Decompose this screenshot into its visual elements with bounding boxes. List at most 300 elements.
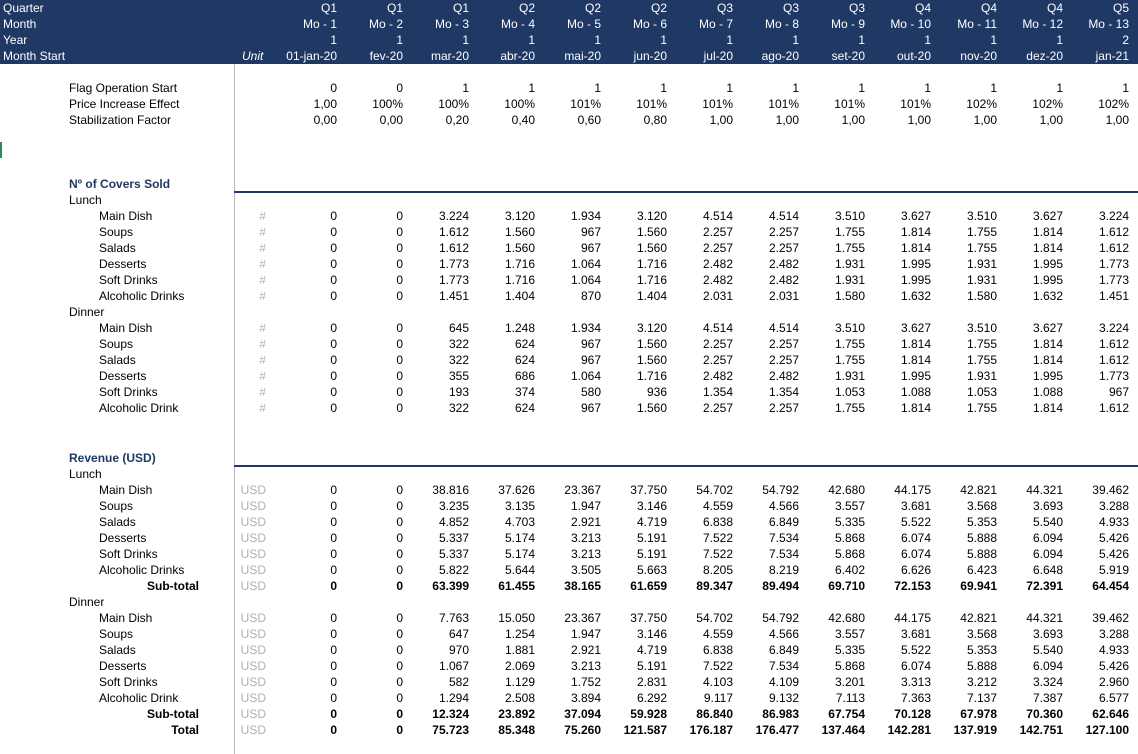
unit-cell[interactable]: USD bbox=[240, 547, 266, 561]
row-label[interactable]: Main Dish bbox=[99, 611, 153, 625]
value-cell[interactable]: 1.088 bbox=[1032, 385, 1063, 399]
value-cell[interactable]: 1.814 bbox=[1032, 337, 1063, 351]
value-cell[interactable]: 2.831 bbox=[636, 675, 667, 689]
value-cell[interactable]: 1 bbox=[1056, 81, 1063, 95]
value-cell[interactable]: 5.335 bbox=[834, 643, 865, 657]
value-cell[interactable]: 176.477 bbox=[755, 723, 799, 737]
unit-cell[interactable]: # bbox=[259, 369, 266, 383]
value-cell[interactable]: 0 bbox=[330, 483, 337, 497]
value-cell[interactable]: 1.612 bbox=[1098, 241, 1129, 255]
value-cell[interactable]: 1.814 bbox=[1032, 401, 1063, 415]
value-cell[interactable]: 2.482 bbox=[768, 273, 799, 287]
value-cell[interactable]: 100% bbox=[438, 97, 469, 111]
value-cell[interactable]: 1.814 bbox=[900, 241, 931, 255]
value-cell[interactable]: 1.755 bbox=[834, 337, 865, 351]
value-cell[interactable]: 3.505 bbox=[570, 563, 601, 577]
value-cell[interactable]: 37.750 bbox=[630, 483, 667, 497]
value-cell[interactable]: 6.074 bbox=[900, 547, 931, 561]
value-cell[interactable]: 101% bbox=[570, 97, 601, 111]
row-label[interactable]: Sub-total bbox=[147, 579, 199, 593]
value-cell[interactable]: 1.064 bbox=[570, 273, 601, 287]
unit-cell[interactable]: USD bbox=[240, 675, 266, 689]
value-cell[interactable]: 6.094 bbox=[1032, 659, 1063, 673]
value-cell[interactable]: 322 bbox=[448, 337, 469, 351]
value-cell[interactable]: 4.933 bbox=[1098, 515, 1129, 529]
value-cell[interactable]: 3.288 bbox=[1098, 499, 1129, 513]
value-cell[interactable]: 37.626 bbox=[498, 483, 535, 497]
value-cell[interactable]: 1.580 bbox=[834, 289, 865, 303]
value-cell[interactable]: 44.175 bbox=[894, 611, 931, 625]
unit-cell[interactable]: # bbox=[259, 337, 266, 351]
header-cell[interactable]: ago-20 bbox=[761, 49, 799, 63]
value-cell[interactable]: 3.213 bbox=[570, 547, 601, 561]
value-cell[interactable]: 1.931 bbox=[966, 273, 997, 287]
value-cell[interactable]: 0 bbox=[396, 483, 403, 497]
value-cell[interactable]: 1.129 bbox=[504, 675, 535, 689]
value-cell[interactable]: 0,20 bbox=[445, 113, 469, 127]
value-cell[interactable]: 44.175 bbox=[894, 483, 931, 497]
value-cell[interactable]: 2.960 bbox=[1098, 675, 1129, 689]
header-cell[interactable]: Q4 bbox=[1046, 1, 1063, 15]
header-cell[interactable]: Mo - 10 bbox=[890, 17, 931, 31]
value-cell[interactable]: 0 bbox=[330, 643, 337, 657]
header-cell[interactable]: set-20 bbox=[831, 49, 865, 63]
value-cell[interactable]: 6.849 bbox=[768, 643, 799, 657]
value-cell[interactable]: 1.580 bbox=[966, 289, 997, 303]
header-cell[interactable]: jan-21 bbox=[1095, 49, 1129, 63]
header-cell[interactable]: Mo - 13 bbox=[1088, 17, 1129, 31]
value-cell[interactable]: 5.868 bbox=[834, 659, 865, 673]
value-cell[interactable]: 1.995 bbox=[1032, 257, 1063, 271]
value-cell[interactable]: 4.514 bbox=[768, 321, 799, 335]
value-cell[interactable]: 0 bbox=[396, 289, 403, 303]
value-cell[interactable]: 38.165 bbox=[564, 579, 601, 593]
value-cell[interactable]: 0 bbox=[330, 659, 337, 673]
value-cell[interactable]: 15.050 bbox=[498, 611, 535, 625]
value-cell[interactable]: 39.462 bbox=[1092, 483, 1129, 497]
value-cell[interactable]: 7.387 bbox=[1032, 691, 1063, 705]
unit-cell[interactable]: USD bbox=[240, 563, 266, 577]
value-cell[interactable]: 102% bbox=[966, 97, 997, 111]
value-cell[interactable]: 7.113 bbox=[835, 691, 865, 705]
header-cell[interactable]: Q2 bbox=[650, 1, 667, 15]
unit-cell[interactable]: # bbox=[259, 273, 266, 287]
value-cell[interactable]: 1.931 bbox=[834, 369, 865, 383]
value-cell[interactable]: 0,00 bbox=[313, 113, 337, 127]
unit-cell[interactable]: # bbox=[259, 401, 266, 415]
value-cell[interactable]: 1,00 bbox=[973, 113, 997, 127]
value-cell[interactable]: 7.363 bbox=[900, 691, 931, 705]
value-cell[interactable]: 5.174 bbox=[504, 547, 535, 561]
value-cell[interactable]: 4.933 bbox=[1098, 643, 1129, 657]
row-label[interactable]: Sub-total bbox=[147, 707, 199, 721]
value-cell[interactable]: 101% bbox=[900, 97, 931, 111]
header-cell[interactable]: Q5 bbox=[1112, 1, 1129, 15]
value-cell[interactable]: 1.934 bbox=[570, 209, 601, 223]
value-cell[interactable]: 374 bbox=[514, 385, 535, 399]
value-cell[interactable]: 42.821 bbox=[960, 483, 997, 497]
value-cell[interactable]: 1.755 bbox=[966, 337, 997, 351]
value-cell[interactable]: 3.557 bbox=[834, 499, 865, 513]
value-cell[interactable]: 1,00 bbox=[1039, 113, 1063, 127]
value-cell[interactable]: 0 bbox=[330, 385, 337, 399]
header-cell[interactable]: Q1 bbox=[320, 1, 337, 15]
value-cell[interactable]: 5.426 bbox=[1098, 659, 1129, 673]
value-cell[interactable]: 1.931 bbox=[966, 369, 997, 383]
header-cell[interactable]: nov-20 bbox=[960, 49, 997, 63]
row-label[interactable]: Desserts bbox=[99, 531, 147, 545]
row-label[interactable]: Stabilization Factor bbox=[69, 113, 172, 127]
value-cell[interactable]: 2.257 bbox=[768, 225, 799, 239]
value-cell[interactable]: 5.822 bbox=[438, 563, 469, 577]
row-label[interactable]: Soft Drinks bbox=[99, 273, 158, 287]
value-cell[interactable]: 72.391 bbox=[1026, 579, 1063, 593]
value-cell[interactable]: 1.451 bbox=[1098, 289, 1129, 303]
value-cell[interactable]: 3.557 bbox=[834, 627, 865, 641]
value-cell[interactable]: 1.814 bbox=[1032, 241, 1063, 255]
header-cell[interactable]: out-20 bbox=[896, 49, 931, 63]
value-cell[interactable]: 0 bbox=[396, 723, 403, 737]
value-cell[interactable]: 3.693 bbox=[1032, 499, 1063, 513]
value-cell[interactable]: 1.560 bbox=[636, 353, 667, 367]
value-cell[interactable]: 1.947 bbox=[570, 627, 601, 641]
value-cell[interactable]: 1.064 bbox=[570, 257, 601, 271]
value-cell[interactable]: 101% bbox=[636, 97, 667, 111]
value-cell[interactable]: 4.559 bbox=[702, 627, 733, 641]
value-cell[interactable]: 0 bbox=[330, 337, 337, 351]
value-cell[interactable]: 1.752 bbox=[570, 675, 601, 689]
value-cell[interactable]: 3.568 bbox=[966, 499, 997, 513]
value-cell[interactable]: 67.754 bbox=[828, 707, 865, 721]
value-cell[interactable]: 3.120 bbox=[636, 321, 667, 335]
value-cell[interactable]: 0 bbox=[396, 547, 403, 561]
value-cell[interactable]: 3.235 bbox=[438, 499, 469, 513]
value-cell[interactable]: 102% bbox=[1098, 97, 1129, 111]
value-cell[interactable]: 2.921 bbox=[570, 643, 601, 657]
value-cell[interactable]: 967 bbox=[1108, 385, 1129, 399]
value-cell[interactable]: 0 bbox=[330, 289, 337, 303]
row-label[interactable]: Main Dish bbox=[99, 209, 153, 223]
value-cell[interactable]: 7.534 bbox=[768, 531, 799, 545]
row-label[interactable]: Soups bbox=[99, 225, 134, 239]
value-cell[interactable]: 0 bbox=[396, 225, 403, 239]
value-cell[interactable]: 69.710 bbox=[828, 579, 865, 593]
header-cell[interactable]: 1 bbox=[726, 33, 733, 47]
value-cell[interactable]: 54.792 bbox=[762, 611, 799, 625]
value-cell[interactable]: 3.510 bbox=[834, 209, 865, 223]
value-cell[interactable]: 23.367 bbox=[564, 483, 601, 497]
value-cell[interactable]: 1.814 bbox=[900, 337, 931, 351]
header-cell[interactable]: Mo - 1 bbox=[302, 17, 337, 31]
value-cell[interactable]: 0 bbox=[330, 209, 337, 223]
value-cell[interactable]: 1.716 bbox=[636, 257, 667, 271]
value-cell[interactable]: 1.716 bbox=[636, 369, 667, 383]
value-cell[interactable]: 5.868 bbox=[834, 547, 865, 561]
value-cell[interactable]: 1.755 bbox=[966, 401, 997, 415]
value-cell[interactable]: 3.627 bbox=[900, 321, 931, 335]
value-cell[interactable]: 0 bbox=[330, 627, 337, 641]
value-cell[interactable]: 0 bbox=[396, 337, 403, 351]
value-cell[interactable]: 645 bbox=[448, 321, 469, 335]
value-cell[interactable]: 1,00 bbox=[775, 113, 799, 127]
header-cell[interactable]: Mo - 3 bbox=[434, 17, 469, 31]
value-cell[interactable]: 624 bbox=[514, 353, 535, 367]
value-cell[interactable]: 0,40 bbox=[511, 113, 535, 127]
unit-cell[interactable]: # bbox=[259, 241, 266, 255]
value-cell[interactable]: 0 bbox=[396, 353, 403, 367]
value-cell[interactable]: 0 bbox=[396, 369, 403, 383]
value-cell[interactable]: 121.587 bbox=[623, 723, 667, 737]
value-cell[interactable]: 2.257 bbox=[768, 401, 799, 415]
value-cell[interactable]: 967 bbox=[580, 241, 601, 255]
value-cell[interactable]: 2.069 bbox=[504, 659, 535, 673]
value-cell[interactable]: 12.324 bbox=[432, 707, 469, 721]
value-cell[interactable]: 4.514 bbox=[702, 321, 733, 335]
value-cell[interactable]: 4.566 bbox=[768, 499, 799, 513]
value-cell[interactable]: 101% bbox=[834, 97, 865, 111]
header-cell[interactable]: 1 bbox=[330, 33, 337, 47]
value-cell[interactable]: 2.257 bbox=[702, 401, 733, 415]
value-cell[interactable]: 1,00 bbox=[1105, 113, 1129, 127]
value-cell[interactable]: 5.540 bbox=[1032, 643, 1063, 657]
value-cell[interactable]: 3.146 bbox=[636, 499, 667, 513]
value-cell[interactable]: 6.094 bbox=[1032, 531, 1063, 545]
unit-cell[interactable]: USD bbox=[240, 499, 266, 513]
value-cell[interactable]: 7.522 bbox=[702, 531, 733, 545]
value-cell[interactable]: 7.137 bbox=[966, 691, 997, 705]
value-cell[interactable]: 5.353 bbox=[966, 515, 997, 529]
value-cell[interactable]: 1.995 bbox=[900, 273, 931, 287]
row-label[interactable]: Price Increase Effect bbox=[69, 97, 180, 111]
value-cell[interactable]: 7.534 bbox=[768, 547, 799, 561]
value-cell[interactable]: 3.224 bbox=[1098, 321, 1129, 335]
value-cell[interactable]: 6.838 bbox=[702, 515, 733, 529]
value-cell[interactable]: 0,00 bbox=[379, 113, 403, 127]
value-cell[interactable]: 0,80 bbox=[643, 113, 667, 127]
value-cell[interactable]: 1.947 bbox=[570, 499, 601, 513]
value-cell[interactable]: 7.522 bbox=[702, 547, 733, 561]
value-cell[interactable]: 5.426 bbox=[1098, 547, 1129, 561]
value-cell[interactable]: 582 bbox=[448, 675, 469, 689]
value-cell[interactable]: 2.257 bbox=[702, 225, 733, 239]
value-cell[interactable]: 1 bbox=[792, 81, 799, 95]
row-label[interactable]: Main Dish bbox=[99, 483, 153, 497]
value-cell[interactable]: 0 bbox=[330, 675, 337, 689]
header-cell[interactable]: Q1 bbox=[386, 1, 403, 15]
value-cell[interactable]: 1.755 bbox=[966, 353, 997, 367]
value-cell[interactable]: 42.680 bbox=[828, 483, 865, 497]
value-cell[interactable]: 3.510 bbox=[966, 321, 997, 335]
value-cell[interactable]: 6.648 bbox=[1032, 563, 1063, 577]
value-cell[interactable]: 2.482 bbox=[702, 273, 733, 287]
value-cell[interactable]: 0 bbox=[396, 675, 403, 689]
header-cell[interactable]: abr-20 bbox=[500, 49, 535, 63]
value-cell[interactable]: 4.719 bbox=[636, 643, 667, 657]
value-cell[interactable]: 1.995 bbox=[900, 257, 931, 271]
value-cell[interactable]: 2.257 bbox=[768, 337, 799, 351]
unit-cell[interactable]: USD bbox=[240, 579, 266, 593]
value-cell[interactable]: 2.257 bbox=[768, 241, 799, 255]
value-cell[interactable]: 7.522 bbox=[702, 659, 733, 673]
value-cell[interactable]: 0 bbox=[396, 321, 403, 335]
value-cell[interactable]: 1.814 bbox=[1032, 225, 1063, 239]
value-cell[interactable]: 6.074 bbox=[900, 531, 931, 545]
value-cell[interactable]: 69.941 bbox=[960, 579, 997, 593]
value-cell[interactable]: 3.324 bbox=[1032, 675, 1063, 689]
value-cell[interactable]: 0 bbox=[396, 515, 403, 529]
value-cell[interactable]: 3.213 bbox=[570, 531, 601, 545]
value-cell[interactable]: 3.288 bbox=[1098, 627, 1129, 641]
unit-cell[interactable]: USD bbox=[240, 707, 266, 721]
row-label[interactable]: Desserts bbox=[99, 257, 147, 271]
value-cell[interactable]: 1 bbox=[660, 81, 667, 95]
value-cell[interactable]: 5.888 bbox=[966, 659, 997, 673]
value-cell[interactable]: 5.353 bbox=[966, 643, 997, 657]
row-label[interactable]: Soft Drinks bbox=[99, 675, 158, 689]
value-cell[interactable]: 0 bbox=[396, 241, 403, 255]
value-cell[interactable]: 4.103 bbox=[702, 675, 733, 689]
header-cell[interactable]: 1 bbox=[660, 33, 667, 47]
value-cell[interactable]: 1.612 bbox=[1098, 353, 1129, 367]
value-cell[interactable]: 42.680 bbox=[828, 611, 865, 625]
value-cell[interactable]: 5.663 bbox=[636, 563, 667, 577]
value-cell[interactable]: 2.257 bbox=[702, 353, 733, 367]
value-cell[interactable]: 0 bbox=[396, 707, 403, 721]
value-cell[interactable]: 8.219 bbox=[768, 563, 799, 577]
header-row-label[interactable]: Month bbox=[3, 17, 37, 31]
value-cell[interactable]: 0 bbox=[330, 257, 337, 271]
value-cell[interactable]: 1.773 bbox=[1098, 257, 1129, 271]
value-cell[interactable]: 89.347 bbox=[696, 579, 733, 593]
value-cell[interactable]: 1.716 bbox=[636, 273, 667, 287]
value-cell[interactable]: 176.187 bbox=[689, 723, 733, 737]
header-cell[interactable]: Mo - 7 bbox=[698, 17, 733, 31]
value-cell[interactable]: 89.494 bbox=[762, 579, 799, 593]
value-cell[interactable]: 0 bbox=[330, 225, 337, 239]
value-cell[interactable]: 0 bbox=[396, 499, 403, 513]
row-label[interactable]: Soups bbox=[99, 499, 134, 513]
value-cell[interactable]: 0 bbox=[396, 385, 403, 399]
row-label[interactable]: Desserts bbox=[99, 659, 147, 673]
value-cell[interactable]: 5.337 bbox=[438, 547, 469, 561]
value-cell[interactable]: 137.919 bbox=[953, 723, 997, 737]
value-cell[interactable]: 5.426 bbox=[1098, 531, 1129, 545]
unit-cell[interactable]: USD bbox=[240, 611, 266, 625]
value-cell[interactable]: 6.423 bbox=[966, 563, 997, 577]
value-cell[interactable]: 6.292 bbox=[636, 691, 667, 705]
value-cell[interactable]: 1.773 bbox=[438, 273, 469, 287]
row-label[interactable]: Salads bbox=[99, 643, 136, 657]
value-cell[interactable]: 5.888 bbox=[966, 547, 997, 561]
value-cell[interactable]: 0 bbox=[396, 579, 403, 593]
value-cell[interactable]: 4.514 bbox=[702, 209, 733, 223]
value-cell[interactable]: 1.881 bbox=[504, 643, 535, 657]
value-cell[interactable]: 38.816 bbox=[432, 483, 469, 497]
value-cell[interactable]: 0 bbox=[330, 723, 337, 737]
header-cell[interactable]: Mo - 9 bbox=[830, 17, 865, 31]
value-cell[interactable]: 1 bbox=[1122, 81, 1129, 95]
unit-cell[interactable]: # bbox=[259, 353, 266, 367]
value-cell[interactable]: 0 bbox=[396, 691, 403, 705]
unit-cell[interactable]: USD bbox=[240, 515, 266, 529]
header-cell[interactable]: Mo - 8 bbox=[764, 17, 799, 31]
row-label[interactable]: Alcoholic Drinks bbox=[99, 289, 185, 303]
value-cell[interactable]: 4.852 bbox=[438, 515, 469, 529]
value-cell[interactable]: 62.646 bbox=[1092, 707, 1129, 721]
value-cell[interactable]: 3.627 bbox=[900, 209, 931, 223]
value-cell[interactable]: 1.931 bbox=[834, 257, 865, 271]
unit-cell[interactable]: # bbox=[259, 385, 266, 399]
value-cell[interactable]: 1 bbox=[858, 81, 865, 95]
header-row-label[interactable]: Year bbox=[3, 33, 28, 47]
header-cell[interactable]: 01-jan-20 bbox=[286, 49, 337, 63]
value-cell[interactable]: 1.612 bbox=[1098, 337, 1129, 351]
value-cell[interactable]: 1.294 bbox=[438, 691, 469, 705]
header-cell[interactable]: 1 bbox=[528, 33, 535, 47]
header-cell[interactable]: jun-20 bbox=[633, 49, 667, 63]
value-cell[interactable]: 355 bbox=[448, 369, 469, 383]
value-cell[interactable]: 4.559 bbox=[702, 499, 733, 513]
value-cell[interactable]: 1.248 bbox=[504, 321, 535, 335]
value-cell[interactable]: 1 bbox=[990, 81, 997, 95]
value-cell[interactable]: 1.755 bbox=[834, 401, 865, 415]
value-cell[interactable]: 9.117 bbox=[703, 691, 733, 705]
value-cell[interactable]: 686 bbox=[514, 369, 535, 383]
value-cell[interactable]: 1.773 bbox=[1098, 273, 1129, 287]
value-cell[interactable]: 37.750 bbox=[630, 611, 667, 625]
value-cell[interactable]: 0 bbox=[330, 401, 337, 415]
value-cell[interactable]: 0 bbox=[330, 691, 337, 705]
value-cell[interactable]: 6.577 bbox=[1098, 691, 1129, 705]
value-cell[interactable]: 0 bbox=[396, 643, 403, 657]
header-cell[interactable]: 1 bbox=[462, 33, 469, 47]
value-cell[interactable]: 5.522 bbox=[900, 515, 931, 529]
value-cell[interactable]: 1.814 bbox=[900, 225, 931, 239]
value-cell[interactable]: 322 bbox=[448, 353, 469, 367]
value-cell[interactable]: 1 bbox=[528, 81, 535, 95]
value-cell[interactable]: 1.053 bbox=[966, 385, 997, 399]
value-cell[interactable]: 4.566 bbox=[768, 627, 799, 641]
value-cell[interactable]: 5.540 bbox=[1032, 515, 1063, 529]
value-cell[interactable]: 1 bbox=[924, 81, 931, 95]
value-cell[interactable]: 59.928 bbox=[630, 707, 667, 721]
unit-cell[interactable]: USD bbox=[240, 531, 266, 545]
value-cell[interactable]: 1,00 bbox=[907, 113, 931, 127]
header-cell[interactable]: mar-20 bbox=[430, 49, 469, 63]
value-cell[interactable]: 9.132 bbox=[768, 691, 799, 705]
value-cell[interactable]: 42.821 bbox=[960, 611, 997, 625]
value-cell[interactable]: 1.064 bbox=[570, 369, 601, 383]
value-cell[interactable]: 142.281 bbox=[887, 723, 931, 737]
header-cell[interactable]: 1 bbox=[924, 33, 931, 47]
header-cell[interactable]: fev-20 bbox=[369, 49, 403, 63]
value-cell[interactable]: 3.693 bbox=[1032, 627, 1063, 641]
row-label[interactable]: Soft Drinks bbox=[99, 547, 158, 561]
value-cell[interactable]: 1.755 bbox=[966, 225, 997, 239]
value-cell[interactable]: 0,60 bbox=[577, 113, 601, 127]
value-cell[interactable]: 5.644 bbox=[504, 563, 535, 577]
value-cell[interactable]: 0 bbox=[330, 353, 337, 367]
value-cell[interactable]: 870 bbox=[580, 289, 601, 303]
value-cell[interactable]: 1.716 bbox=[504, 273, 535, 287]
value-cell[interactable]: 54.702 bbox=[696, 611, 733, 625]
value-cell[interactable]: 1.053 bbox=[834, 385, 865, 399]
value-cell[interactable]: 1 bbox=[726, 81, 733, 95]
value-cell[interactable]: 3.135 bbox=[504, 499, 535, 513]
value-cell[interactable]: 2.508 bbox=[504, 691, 535, 705]
value-cell[interactable]: 5.868 bbox=[834, 531, 865, 545]
value-cell[interactable]: 3.681 bbox=[900, 627, 931, 641]
